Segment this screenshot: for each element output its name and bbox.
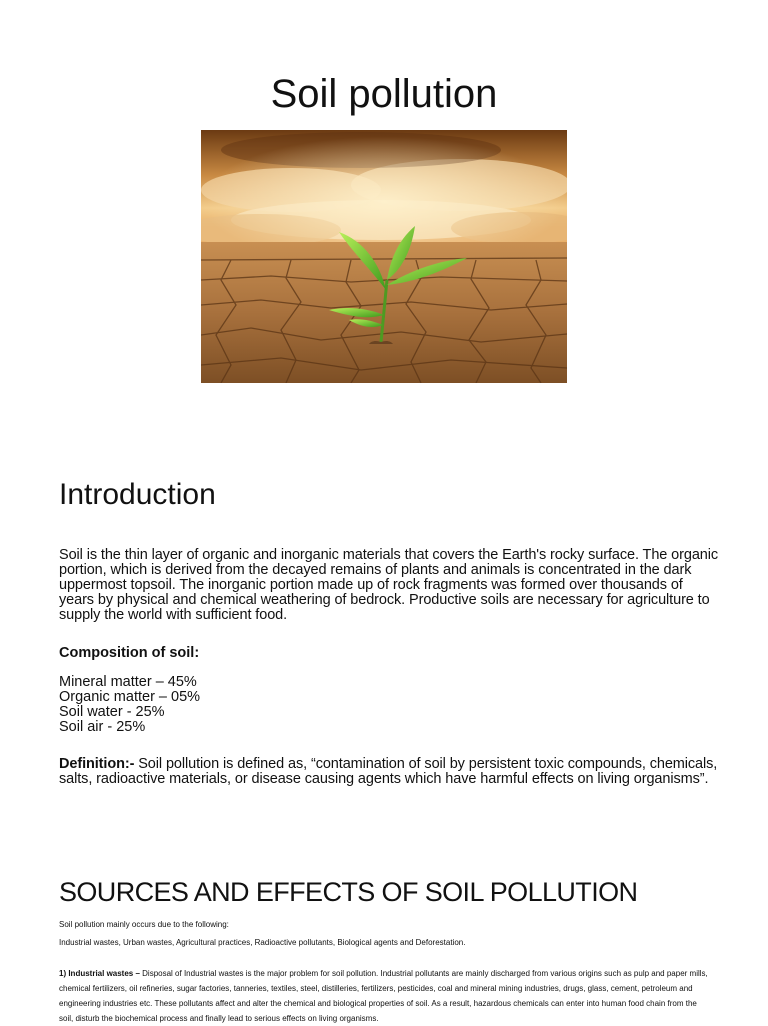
sprout-on-cracked-earth-image: [201, 130, 567, 383]
page-title: Soil pollution: [270, 72, 498, 116]
composition-item: Soil water - 25%: [59, 704, 165, 720]
definition-text: Soil pollution is defined as, “contamination of soil by persistent toxic compounds, chemicals, salts, radioactive materials, or disease causing agents which have harmful effects on living organisms”.: [59, 756, 718, 787]
definition-paragraph: [59, 757, 719, 787]
composition-item: Organic matter – 05%: [59, 689, 201, 705]
sources-heading: SOURCES AND EFFECTS OF SOIL POLLUTION: [59, 877, 638, 907]
composition-list: [59, 675, 200, 735]
sources-list-line: Industrial wastes, Urban wastes, Agricultural practices, Radioactive pollutants, Biological agents and Deforestation.: [59, 938, 466, 947]
industrial-wastes-paragraph: [59, 966, 709, 1026]
composition-label: Composition of soil:: [59, 645, 200, 661]
industrial-wastes-text: Disposal of Industrial wastes is the major problem for soil pollution. Industrial pollutants are mainly discharged from various origins such as pulp and paper mills, chemical fertilizers, oil refineries, sugar factories, tanneries, textiles, steel, distilleries, fertilizers, pesticides, coal and mineral mining industries, drugs, glass, cement, petroleum and engineering industries etc. These pollutants affect and alter the chemical and biological properties of soil. As a result, hazardous chemicals can enter into human food chain from the soil, disturb the biochemical process and finally lead to serious effects on living organisms.: [59, 969, 708, 1023]
introduction-heading: Introduction: [59, 478, 216, 511]
composition-item: Mineral matter – 45%: [59, 674, 197, 690]
sources-intro-line: Soil pollution mainly occurs due to the following:: [59, 920, 229, 929]
composition-item: Soil air - 25%: [59, 719, 146, 735]
definition-label: Definition:-: [59, 756, 135, 772]
introduction-paragraph: Soil is the thin layer of organic and inorganic materials that covers the Earth's rocky surface. The organic portion, which is derived from the decayed remains of plants and animals is concentrated in the dark uppermost topsoil. The inorganic portion made up of rock fragments was formed over thousands of years by physical and chemical weathering of bedrock. Productive soils are necessary for agriculture to supply the world with sufficient food.: [59, 547, 719, 623]
industrial-wastes-label: 1) Industrial wastes –: [59, 969, 140, 978]
